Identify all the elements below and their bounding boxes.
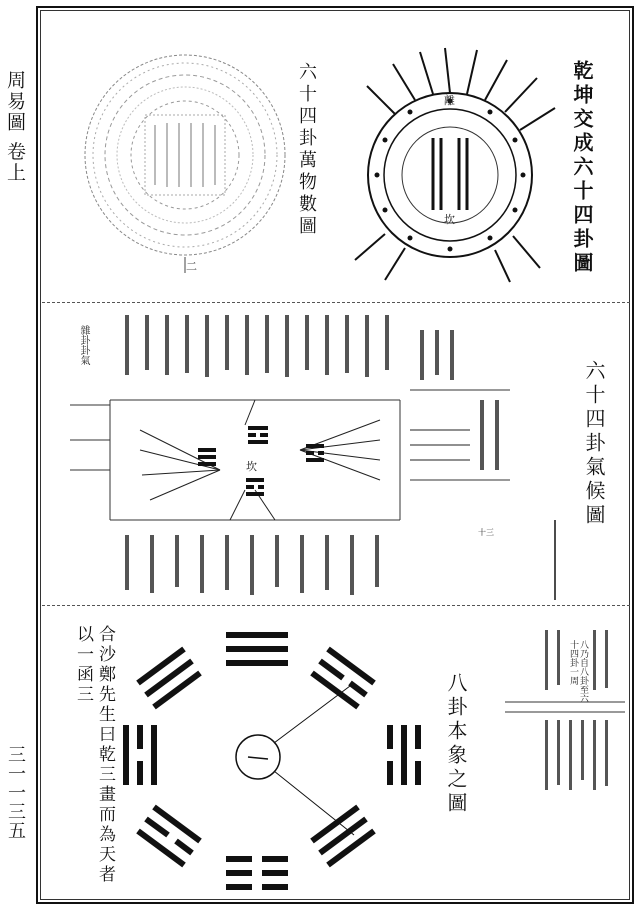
panel-separator-1 [42, 302, 630, 303]
panel1-right-title: 乾坤交成六十四卦圖 [570, 60, 594, 276]
qi-hou-small-mark: 十三 [478, 528, 494, 537]
panel3-title: 八卦本象之圖 [444, 672, 468, 816]
panel2-right-tick [550, 520, 560, 600]
ring-center-label-li: 離 [444, 94, 455, 107]
margin-book-title: 周易圖 卷上 [4, 70, 26, 184]
panel1-left-title: 六十四卦萬物數圖 [296, 62, 317, 238]
commentary-text: 合沙鄭先生曰乾三畫而為天者以一函三 [73, 625, 115, 885]
panel3-right-note: 八乃自八卦至六十四卦一周 [568, 640, 588, 703]
qi-hou-left-label: 雜卦卦氣 [78, 325, 89, 365]
panel3-right-columns [505, 620, 625, 810]
qi-hou-diagram [70, 310, 520, 600]
eight-trigrams-diagram [118, 625, 428, 895]
hexagram-ring-diagram [345, 30, 565, 290]
diagram-bottom-mark: 二 [186, 260, 197, 273]
ring-center-label-kan: 坎 [444, 213, 455, 226]
circular-number-diagram [75, 45, 295, 275]
margin-page-number: 三一一三五 [5, 745, 26, 840]
panel-separator-2 [42, 605, 630, 606]
panel2-title: 六十四卦氣候圖 [582, 360, 606, 528]
qi-hou-center-label: 坎 [246, 460, 257, 473]
